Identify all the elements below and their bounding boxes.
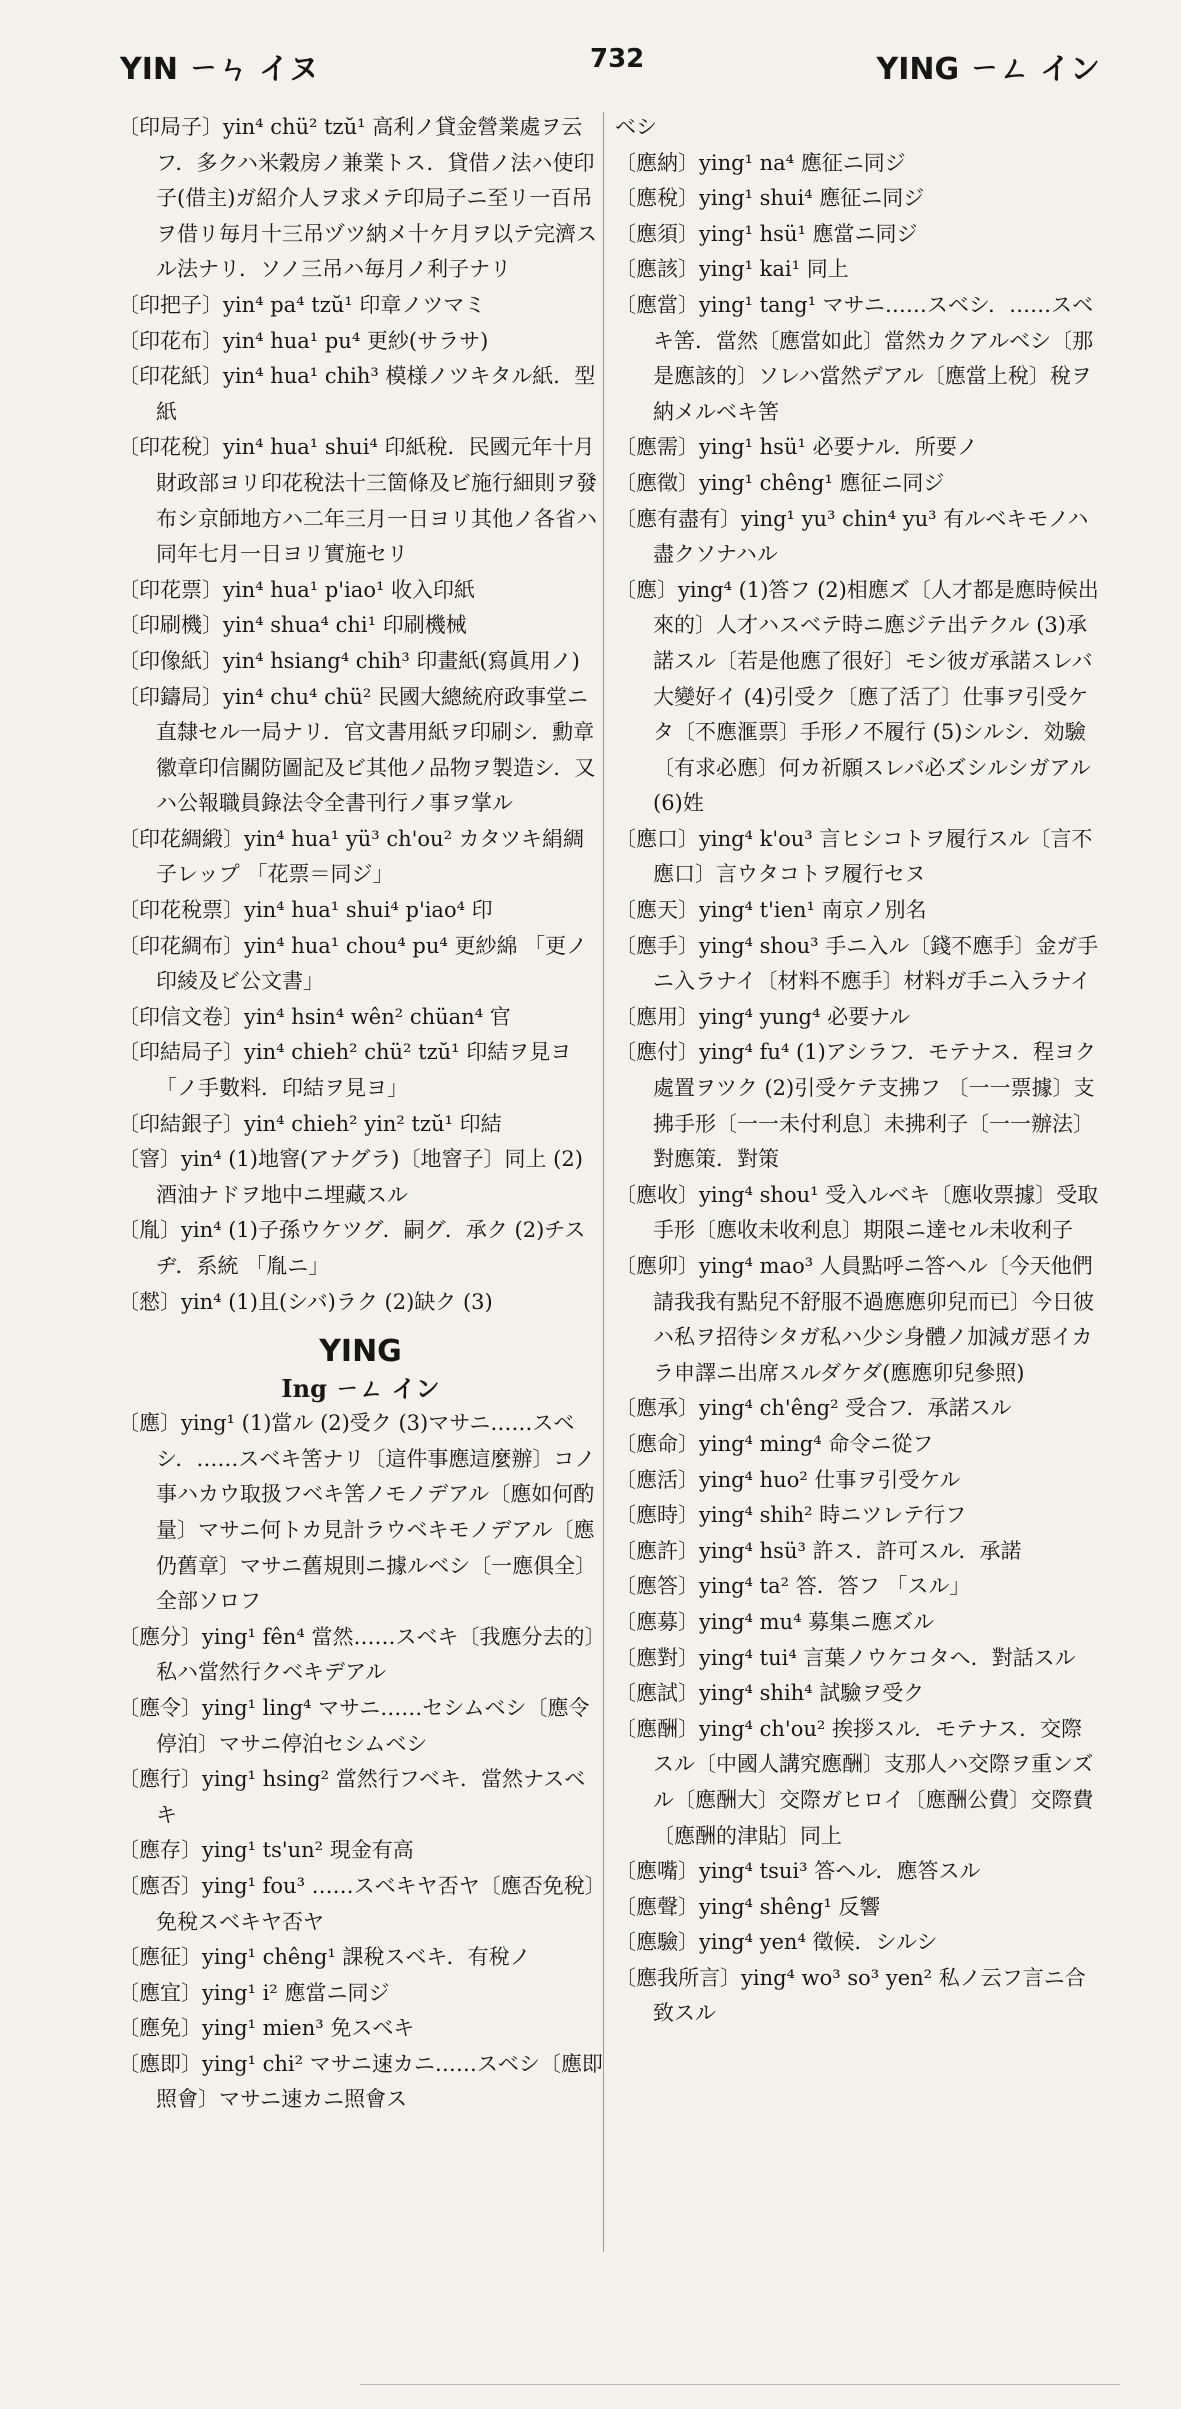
dictionary-entry: 〔印結銀子〕yin⁴ chieh² yin² tzŭ¹ 印結 [118, 1111, 502, 1136]
dictionary-entry: 〔應試〕ying⁴ shih⁴ 試驗ヲ受ク [615, 1681, 925, 1706]
dictionary-entry: 〔應時〕ying⁴ shih² 時ニツレテ行フ [615, 1503, 967, 1528]
dictionary-entry: 〔印花紙〕yin⁴ hua¹ chih³ 模様ノツキタル紙．型紙 [118, 364, 596, 424]
dictionary-entry: 〔印信文卷〕yin⁴ hsin⁴ wên² chüan⁴ 官 [118, 1004, 511, 1029]
dictionary-entry: 〔應我所言〕ying⁴ wo³ so³ yen² 私ノ云フ言ニ合致スル [615, 1965, 1086, 2026]
dictionary-entry: 〔應〕ying¹ (1)當ル (2)受ク (3)マサニ……スベシ．……スベキ筈ナリ〔這件事應這麼辦〕コノ事ハカウ取扱フベキ筈ノモノデアル〔應如何酌量〕マサニ何トカ見計ラウベキモノデアル〔應仍舊章〕マサニ舊規則ニ據ルベシ〔一應俱全〕全部ソロフ [118, 1411, 597, 1614]
dictionary-entry: 〔應對〕ying⁴ tui⁴ 言葉ノウケコタヘ．對話スル [615, 1645, 1076, 1670]
dictionary-entry: 〔印像紙〕yin⁴ hsiang⁴ chih³ 印畫紙(寫眞用ノ) [118, 648, 580, 673]
dictionary-entry: 〔應驗〕ying⁴ yen⁴ 徵候．シルシ [615, 1930, 938, 1955]
section-subtitle: Ing ㄧㄥ イン [281, 1374, 440, 1404]
dictionary-entry: 〔印花稅〕yin⁴ hua¹ shui⁴ 印紙稅．民國元年十月財政部ヨリ印花稅法十三箇條及ビ施行細則ヲ發布シ京師地方ハ二年三月一日ヨリ其他ノ各省ハ同年七月一日ヨリ實施セリ [118, 435, 597, 567]
dictionary-entry: 〔應徵〕ying¹ chêng¹ 應征ニ同ジ [615, 470, 945, 495]
dictionary-entry: 〔應令〕ying¹ ling⁴ マサニ……セシムベシ〔應令停泊〕マサニ停泊セシムベシ [118, 1695, 590, 1756]
left-entries-before [118, 110, 603, 1320]
dictionary-entry: 〔應需〕ying¹ hsü¹ 必要ナル．所要ノ [615, 435, 978, 460]
dictionary-entry: 〔應宜〕ying¹ i² 應當ニ同ジ [118, 1980, 390, 2005]
header-right: YING ㄧㄥ イン [876, 52, 1100, 87]
page-number: 732 [590, 44, 645, 74]
dictionary-entry: 〔印刷機〕yin⁴ shua⁴ chi¹ 印刷機械 [118, 613, 467, 638]
dictionary-entry: 〔應免〕ying¹ mien³ 免スベキ [118, 2016, 415, 2041]
dictionary-entry: 〔印結局子〕yin⁴ chieh² chü² tzŭ¹ 印結ヲ見ヨ 「ノ手數料．印結ヲ見ヨ」 [118, 1040, 572, 1101]
dictionary-entry: 〔應行〕ying¹ hsing² 當然行フベキ．當然ナスベキ [118, 1767, 586, 1827]
dictionary-entry: 〔應用〕ying⁴ yung⁴ 必要ナル [615, 1004, 911, 1029]
dictionary-entry: 〔應募〕ying⁴ mu⁴ 募集ニ應ズル [615, 1609, 935, 1634]
dictionary-entry: 〔窨〕yin⁴ (1)地窨(アナグラ)〔地窨子〕同上 (2)酒油ナドヲ地中ニ埋藏スル [118, 1147, 583, 1207]
column-divider [603, 112, 604, 2252]
dictionary-entry: 〔應收〕ying⁴ shou¹ 受入ルベキ〔應收票據〕受取手形〔應收未收利息〕期限ニ達セル未收利子 [615, 1182, 1099, 1243]
dictionary-entry: 〔應稅〕ying¹ shui⁴ 應征ニ同ジ [615, 186, 925, 211]
header-left: YIN ㄧㄣ イヌ [120, 52, 319, 87]
dictionary-entry: 〔應否〕ying¹ fou³ ……スベキヤ否ヤ〔應否免稅〕免稅スベキヤ否ヤ [118, 1873, 596, 1934]
dictionary-entry: 〔應付〕ying⁴ fu⁴ (1)アシラフ．モテナス．程ヨク處置ヲツク (2)引受ケテ支拂フ 〔一一票據〕支拂手形〔一一未付利息〕未拂利子〔一一辦法〕對應策．對策 [615, 1040, 1097, 1172]
dictionary-entry: 〔應承〕ying⁴ ch'êng² 受合フ．承諾スル [615, 1396, 1012, 1421]
dictionary-entry: 〔印花票〕yin⁴ hua¹ p'iao¹ 收入印紙 [118, 577, 476, 602]
dictionary-entry: 〔印花綢緞〕yin⁴ hua¹ yü³ ch'ou² カタツキ絹綢子レップ 「花票＝同ジ」 [118, 826, 585, 887]
dictionary-entry: 〔應當〕ying¹ tang¹ マサニ……スベシ．……スベキ筈．當然〔應當如此〕當然カクアルベシ〔那是應該的〕ソレハ當然デアル〔應當上稅〕稅ヲ納メルベキ筈 [615, 292, 1094, 424]
section-title: YING [319, 1334, 402, 1370]
dictionary-entry: 〔應答〕ying⁴ ta² 答．答フ 「スル」 [615, 1574, 971, 1599]
dictionary-entry: 〔應分〕ying¹ fên⁴ 當然……スベキ〔我應分去的〕私ハ當然行クベキデアル [118, 1624, 595, 1685]
footer-rule [360, 2384, 1120, 2385]
dictionary-entry: 〔應即〕ying¹ chi² マサニ速カニ……スベシ〔應即照會〕マサニ速カニ照會ス [118, 2051, 603, 2112]
dictionary-entry: 〔應有盡有〕ying¹ yu³ chin⁴ yu³ 有ルベキモノハ盡クソナハル [615, 506, 1089, 567]
dictionary-entry: 〔印把子〕yin⁴ pa⁴ tzŭ¹ 印章ノツマミ [118, 292, 486, 317]
dictionary-entry: 〔應該〕ying¹ kai¹ 同上 [615, 257, 849, 282]
left-entries-after [118, 1406, 603, 2118]
dictionary-entry: 〔應聲〕ying⁴ shêng¹ 反響 [615, 1894, 881, 1919]
dictionary-entry: 〔印花綢布〕yin⁴ hua¹ chou⁴ pu⁴ 更紗綿 「更ノ印綾及ビ公文書」 [118, 933, 588, 994]
dictionary-entry: 〔應征〕ying¹ chêng¹ 課稅スベキ．有稅ノ [118, 1945, 531, 1970]
dictionary-entry: 〔印鑄局〕yin⁴ chu⁴ chü² 民國大總統府政事堂ニ直隸セル一局ナリ．官文書用紙ヲ印刷シ．勳章徽章印信關防圖記及ビ其他ノ品物ヲ製造シ．又ハ公報職員錄法令全書刊行ノ事ヲ掌ル [118, 684, 596, 816]
left-column [118, 110, 603, 2118]
dictionary-entry: 〔應須〕ying¹ hsü¹ 應當ニ同ジ [615, 221, 918, 246]
dictionary-entry: ベシ [615, 115, 657, 139]
dictionary-entry: 〔應活〕ying⁴ huo² 仕事ヲ引受ケル [615, 1467, 961, 1492]
dictionary-entry: 〔應納〕ying¹ na⁴ 應征ニ同ジ [615, 150, 906, 175]
dictionary-entry: 〔應命〕ying⁴ ming⁴ 命令ニ從フ [615, 1431, 934, 1456]
page-header [120, 44, 1100, 104]
dictionary-entry: 〔憖〕yin⁴ (1)且(シバ)ラク (2)缺ク (3) [118, 1289, 493, 1314]
dictionary-entry: 〔應卯〕ying⁴ mao³ 人員點呼ニ答ヘル〔今天他們請我我有點兒不舒服不過應應卯兒而已〕今日彼ハ私ヲ招待シタガ私ハ少シ身體ノ加減ガ惡イカラ申譯ニ出席スルダケダ(應應卯兒參照) [615, 1254, 1094, 1385]
dictionary-entry: 〔印花稅票〕yin⁴ hua¹ shui⁴ p'iao⁴ 印 [118, 898, 493, 923]
dictionary-entry: 〔應許〕ying⁴ hsü³ 許ス．許可スル．承諾 [615, 1538, 1022, 1563]
dictionary-entry: 〔應嘴〕ying⁴ tsui³ 答ヘル．應答スル [615, 1859, 981, 1884]
right-entries [615, 110, 1103, 2032]
dictionary-entry: 〔應酬〕ying⁴ ch'ou² 挨拶スル．モテナス．交際スル〔中國人講究應酬〕支那人ハ交際ヲ重ンズル〔應酬大〕交際ガヒロイ〔應酬公費〕交際費〔應酬的津貼〕同上 [615, 1716, 1094, 1848]
dictionary-entry: 〔印局子〕yin⁴ chü² tzŭ¹ 高利ノ貸金營業處ヲ云フ．多クハ米穀房ノ兼業トス．貸借ノ法ハ使印子(借主)ガ紹介人ヲ求メテ印局子ニ至リ一百吊ヲ借リ毎月十三吊ヅツ納メ十ケ月ヲ以テ完濟スル法ナリ．ソノ三吊ハ毎月ノ利子ナリ [118, 115, 597, 282]
dictionary-entry: 〔應口〕ying⁴ k'ou³ 言ヒシコトヲ履行スル〔言不應口〕言ウタコトヲ履行セヌ [615, 826, 1093, 887]
dictionary-entry: 〔應天〕ying⁴ t'ien¹ 南京ノ別名 [615, 898, 927, 923]
dictionary-entry: 〔應手〕ying⁴ shou³ 手ニ入ル〔錢不應手〕金ガ手ニ入ラナイ〔材料不應手〕材料ガ手ニ入ラナイ [615, 933, 1099, 994]
dictionary-entry: 〔應〕ying⁴ (1)答フ (2)相應ズ〔人才都是應時候出來的〕人才ハスベテ時ニ應ジテ出テクル (3)承諾スル〔若是他應了很好〕モシ彼ガ承諾スレバ大變好イ (4)引受ク〔應了活了〕仕事ヲ引受ケタ〔不應滙票〕手形ノ不履行 (5)シルシ．効驗〔有求必應〕何カ祈願スレバ必ズシルシガアル (6)姓 [615, 577, 1099, 816]
right-column [615, 110, 1103, 2032]
dictionary-entry: 〔印花布〕yin⁴ hua¹ pu⁴ 更紗(サラサ) [118, 328, 489, 353]
dictionary-entry: 〔胤〕yin⁴ (1)子孫ウケツグ．嗣グ．承ク (2)チスヂ．系統 「胤ニ」 [118, 1218, 586, 1278]
dictionary-entry: 〔應存〕ying¹ ts'un² 現金有高 [118, 1838, 414, 1863]
